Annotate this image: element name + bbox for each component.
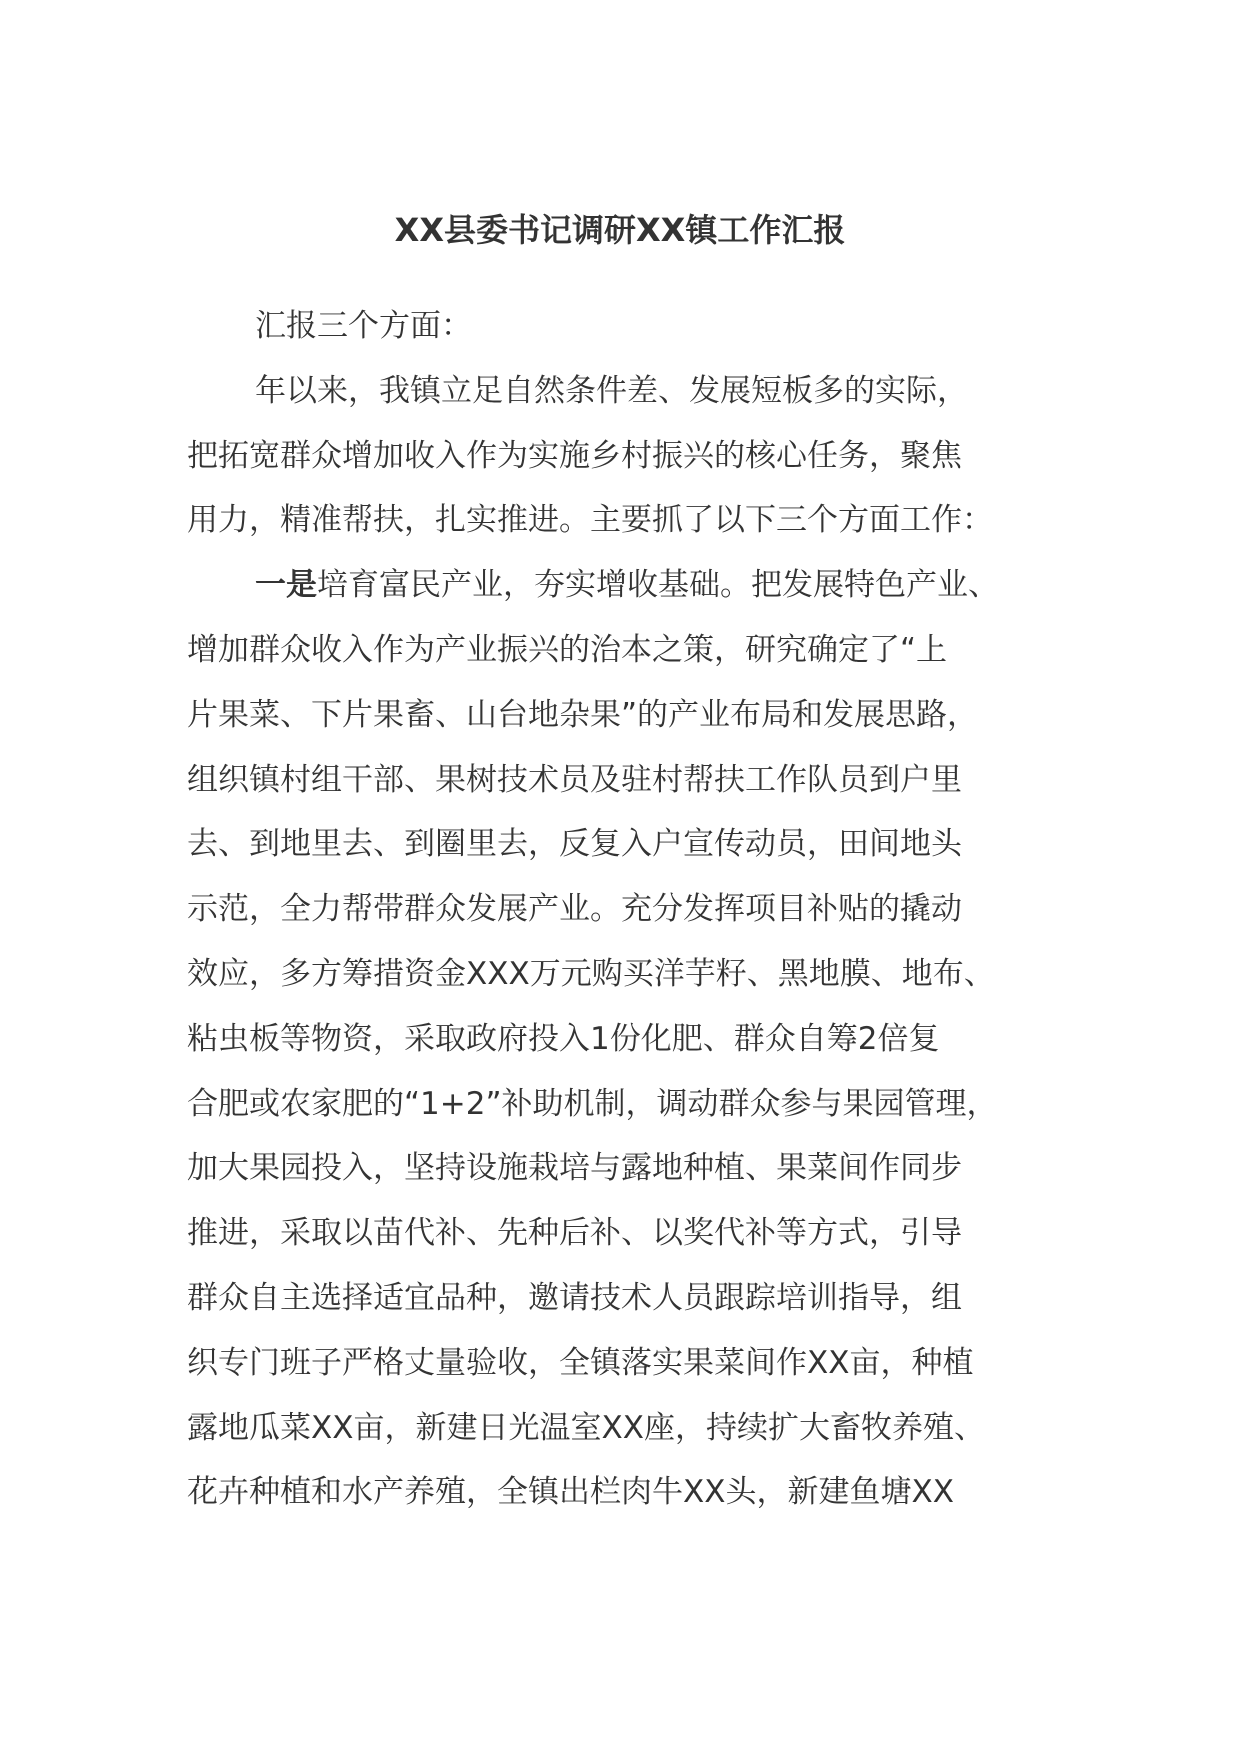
text-line: 示范，全力帮带群众发展产业。充分发挥项目补贴的撬动 [187,891,962,928]
text-line: 用力，精准帮扶，扎实推进。主要抓了以下三个方面工作： [187,502,993,539]
paragraph-first-point [187,553,1027,1525]
text-line: 年以来，我镇立足自然条件差、发展短板多的实际， [255,372,968,409]
document-body [187,294,1027,1525]
text-line: 花卉种植和水产养殖，全镇出栏肉牛XX头，新建鱼塘XX [187,1474,954,1511]
text-line: 增加群众收入作为产业振兴的治本之策，研究确定了“上 [187,631,948,668]
text-line: 汇报三个方面： [255,308,472,344]
text-line: 加大果园投入，坚持设施栽培与露地种植、果菜间作同步 [187,1150,962,1187]
paragraph-overview [187,359,1027,553]
text-line: 把拓宽群众增加收入作为实施乡村振兴的核心任务，聚焦 [187,437,962,474]
text-line: 片果菜、下片果畜、山台地杂果”的产业布局和发展思路， [187,696,979,733]
text-line: 织专门班子严格丈量验收，全镇落实果菜间作XX亩，种植 [187,1344,974,1381]
text-line [187,553,1027,618]
text-line: 推进，采取以苗代补、先种后补、以奖代补等方式，引导 [187,1215,962,1252]
text-line: 组织镇村组干部、果树技术员及驻村帮扶工作队员到户里 [187,761,962,798]
text-line: 粘虫板等物资，采取政府投入1份化肥、群众自筹2倍复 [187,1020,940,1057]
text-span: 培育富民产业，夯实增收基础。把发展特色产业、 [317,567,999,604]
text-line: 去、到地里去、到圈里去，反复入户宣传动员，田间地头 [187,826,962,863]
text-line: 效应，多方筹措资金XXX万元购买洋芋籽、黑地膜、地布、 [187,955,995,992]
paragraph-intro [187,294,1027,359]
text-line: 群众自主选择适宜品种，邀请技术人员跟踪培训指导，组 [187,1279,962,1316]
document-title: XX县委书记调研XX镇工作汇报 [394,211,846,249]
text-line: 合肥或农家肥的“1+2”补助机制，调动群众参与果园管理， [187,1085,998,1122]
bold-prefix: 一是 [255,567,317,604]
text-line: 露地瓜菜XX亩，新建日光温室XX座，持续扩大畜牧养殖、 [187,1409,985,1446]
